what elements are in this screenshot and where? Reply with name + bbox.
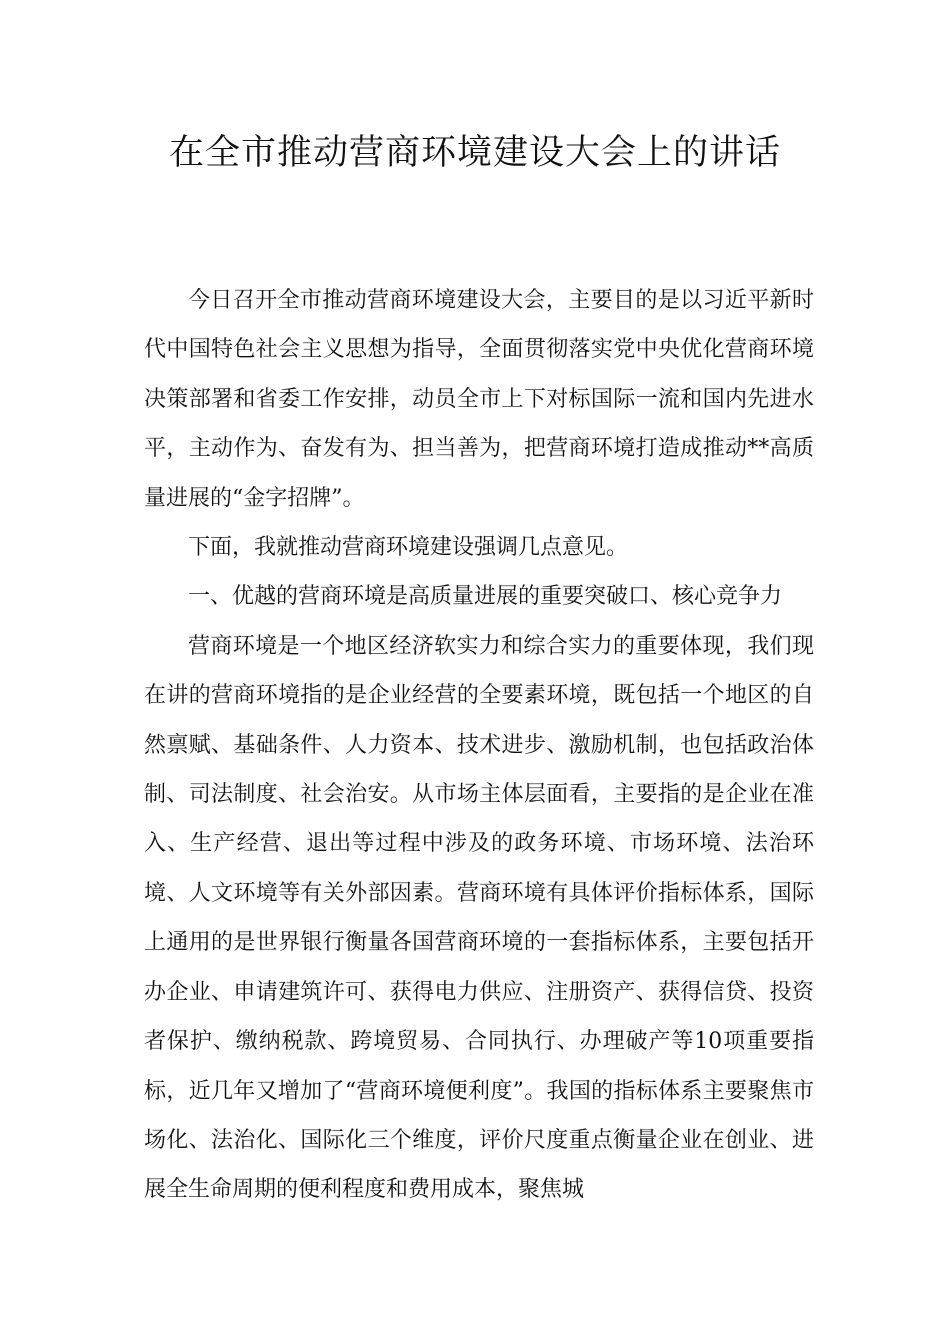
paragraph-transition: 下面，我就推动营商环境建设强调几点意见。 <box>188 535 629 561</box>
section-heading-1: 一、优越的营商环境是高质量进展的重要突破口、核心竞争力 <box>188 584 783 610</box>
document-body <box>144 276 814 1215</box>
document-title: 在全市推动营商环境建设大会上的讲话 <box>168 133 781 173</box>
paragraph-section-1: 营商环境是一个地区经济软实力和综合实力的重要体现，我们现在讲的营商环境指的是企业经营的全要素环境，既包括一个地区的自然禀赋、基础条件、人力资本、技术进步、激励机制，也包括政治体制、司法制度、社会治安。从市场主体层面看，主要指的是企业在准入、生产经营、退出等过程中涉及的政务环境、市场环境、法治环境、人文环境等有关外部因素。营商环境有具体评价指标体系，国际上通用的是世界银行衡量各国营商环境的一套指标体系，主要包括开办企业、申请建筑许可、获得电力供应、注册资产、获得信贷、投资者保护、缴纳税款、跨境贸易、合同执行、办理破产等10项重要指标，近几年又增加了“营商环境便利度”。我国的指标体系主要聚焦市场化、法治化、国际化三个维度，评价尺度重点衡量企业在创业、进展全生命周期的便利程度和费用成本，聚焦城 <box>144 633 814 1203</box>
paragraph-intro: 今日召开全市推动营商环境建设大会，主要目的是以习近平新时代中国特色社会主义思想为指导，全面贯彻落实党中央优化营商环境决策部署和省委工作安排，动员全市上下对标国际一流和国内先进水平，主动作为、奋发有为、担当善为，把营商环境打造成推动**高质量进展的“金字招牌”。 <box>144 288 814 511</box>
